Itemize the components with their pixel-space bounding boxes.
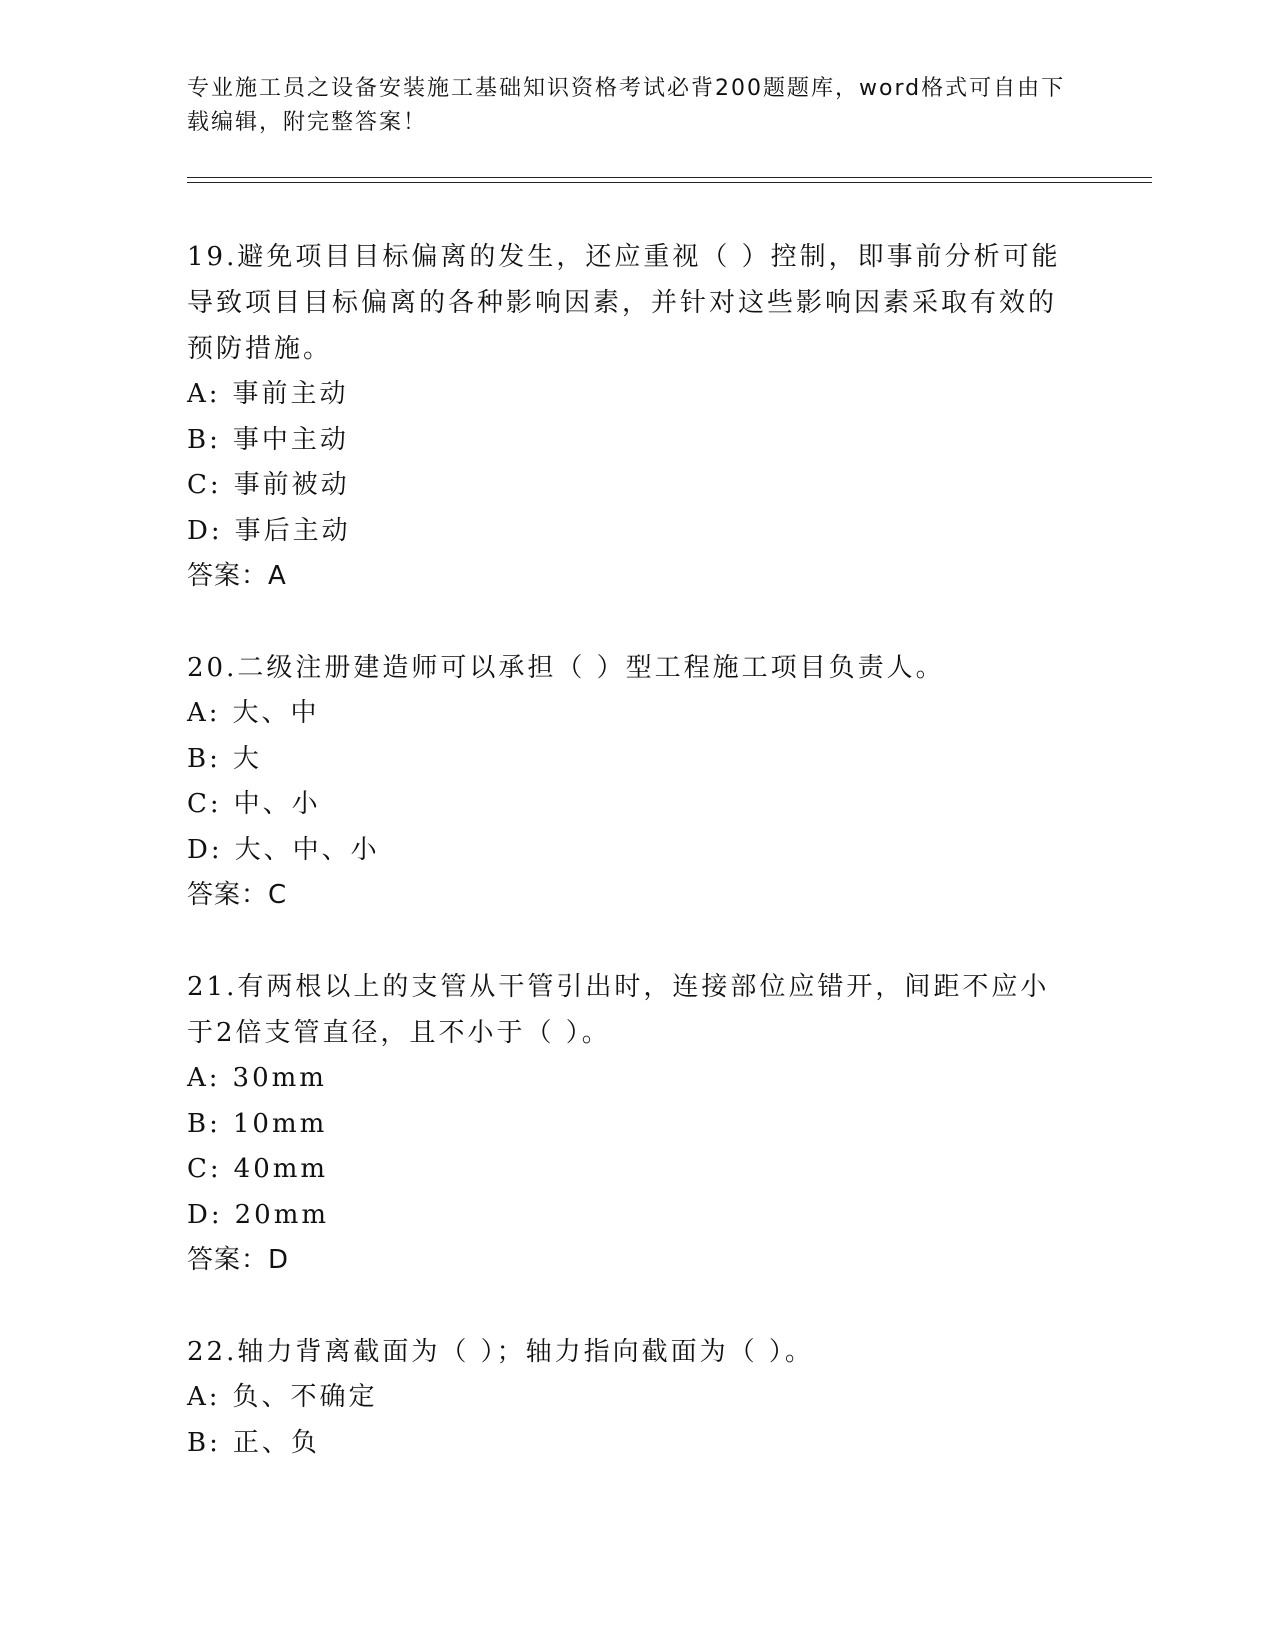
question-stem: 20.二级注册建造师可以承担（ ）型工程施工项目负责人。: [187, 653, 945, 683]
question-stem: 21.有两根以上的支管从干管引出时，连接部位应错开，间距不应小于2倍支管直径，且不小于（ ）。: [187, 972, 1050, 1048]
option-label: D:: [187, 834, 223, 865]
option-text: 40mm: [233, 1154, 329, 1184]
option-c: [187, 782, 1067, 828]
question-list: [187, 234, 1067, 1512]
option-label: A:: [187, 379, 221, 409]
header-rule-top: [187, 177, 1152, 178]
option-b: [187, 737, 1067, 783]
option-label: D:: [187, 515, 223, 546]
answer-line: 答案：D: [187, 1245, 290, 1275]
option-b: [187, 1102, 1067, 1148]
option-label: C:: [187, 470, 222, 500]
option-text: 正、负: [232, 1427, 320, 1458]
option-text: 事中主动: [232, 424, 349, 455]
question-19: [187, 234, 1067, 599]
option-label: B:: [187, 424, 221, 455]
option-b: [187, 418, 1067, 464]
option-d: [187, 509, 1067, 555]
question-21: [187, 964, 1067, 1283]
option-c: [187, 463, 1067, 509]
option-label: B:: [187, 743, 221, 774]
option-label: B:: [187, 1427, 221, 1458]
option-text: 负、不确定: [232, 1382, 378, 1412]
option-a: [187, 691, 1067, 737]
option-d: [187, 828, 1067, 874]
option-text: 事前主动: [232, 379, 349, 409]
option-text: 10mm: [232, 1108, 328, 1139]
option-label: D:: [187, 1199, 223, 1230]
option-label: B:: [187, 1108, 221, 1139]
question-stem: 22.轴力背离截面为（ ）；轴力指向截面为（ ）。: [187, 1337, 814, 1367]
option-text: 事前被动: [233, 470, 350, 500]
option-c: [187, 1147, 1067, 1193]
document-header: 专业施工员之设备安装施工基础知识资格考试必背200题题库，word格式可自由下载编辑，附完整答案！: [187, 76, 1066, 135]
option-b: [187, 1421, 1067, 1467]
option-text: 30mm: [232, 1063, 327, 1093]
option-d: [187, 1193, 1067, 1239]
option-label: A:: [187, 698, 221, 728]
option-text: 大、中、小: [234, 834, 380, 865]
option-a: [187, 372, 1067, 418]
option-a: [187, 1375, 1067, 1421]
option-text: 事后主动: [234, 515, 351, 546]
question-stem: 19.避免项目目标偏离的发生，还应重视（ ）控制，即事前分析可能导致项目目标偏离的各种影响因素，并针对这些影响因素采取有效的预防措施。: [187, 242, 1061, 364]
question-20: [187, 645, 1067, 918]
option-label: C:: [187, 1154, 222, 1184]
question-22: [187, 1329, 1067, 1466]
option-label: C:: [187, 789, 222, 819]
answer-line: 答案：C: [187, 880, 288, 910]
option-a: [187, 1056, 1067, 1102]
option-text: 大: [232, 743, 262, 774]
answer-line: 答案：A: [187, 561, 287, 591]
header-rule-bottom: [187, 182, 1152, 183]
option-text: 大、中: [232, 698, 320, 728]
option-label: A:: [187, 1063, 221, 1093]
option-text: 中、小: [233, 789, 321, 819]
option-label: A:: [187, 1382, 221, 1412]
option-text: 20mm: [234, 1199, 330, 1230]
